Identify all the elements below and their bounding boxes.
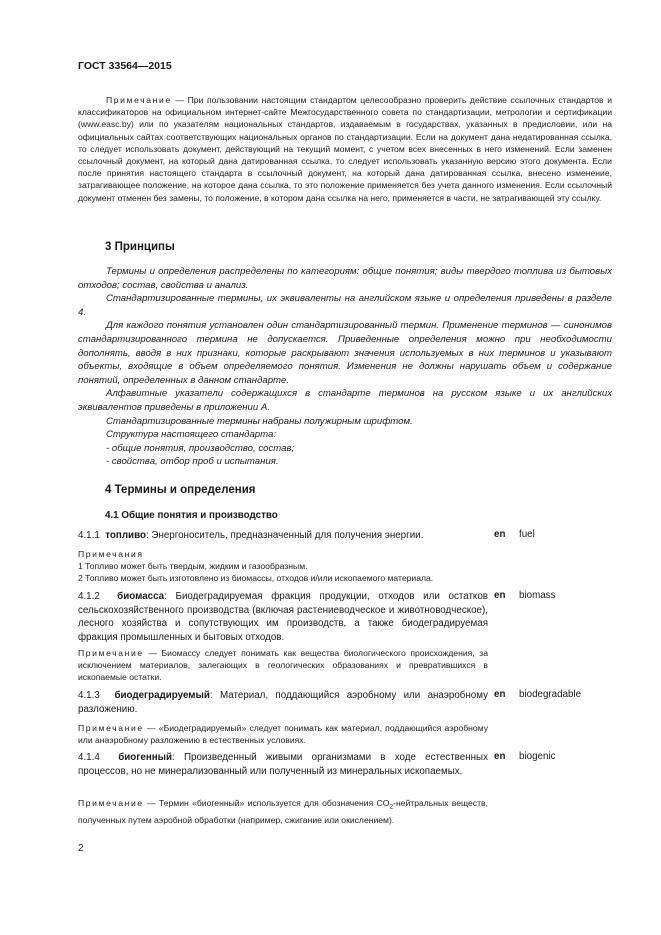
term-definition: : Энергоноситель, предназначенный для получения энергии. [145, 530, 424, 541]
section-3-body [78, 265, 612, 469]
term-4-1-2: 4.1.2 биомасса: Биодеградируемая фракция продукции, отходов или остатков сельскохозяйственного производства (включая растениеводческое и животноводческое), лесного хозяйства и сопутствующих им производств, а также биодеградируемая фракция промышленных и бытовых отходов. [78, 591, 488, 643]
paragraph: Стандартизированные термины набраны полужирным шрифтом. [106, 415, 413, 427]
paragraph: Стандартизированные термины, их эквиваленты на английском языке и определения приведены в разделе 4. [78, 293, 612, 318]
page-header: ГОСТ 33564—2015 [78, 60, 172, 72]
section-4-title: 4 Термины и определения [105, 484, 256, 496]
term-name: биодеградируемый [114, 690, 210, 701]
term-note [78, 647, 488, 683]
lang-code: en [494, 689, 506, 700]
note-label: Примечание [78, 648, 144, 658]
term-4-1-3: 4.1.3 биодеградируемый: Материал, поддающийся аэробному или анаэробному разложению. [78, 690, 488, 715]
paragraph: - общие понятия, производство, состав; [106, 442, 295, 454]
lang-code: en [494, 751, 506, 762]
term-definition: : Биодеградируемая фракция продукции, отходов или остатков сельскохозяйственного производства (включая растениеводческое и животноводческое), лесного хозяйства и сопутствующих им производств, а также биодеградируемая фракция промышленных и бытовых отходов. [78, 591, 488, 643]
term-notes [78, 548, 488, 584]
english-equivalent: biogenic [519, 751, 556, 762]
note-text: -нейтральных веществ, полученных путем аэробной обработки (например, сжигание или окислением). [78, 798, 488, 825]
paragraph: - свойства, отбор проб и испытания. [106, 456, 279, 468]
note-label: Примечание [78, 798, 144, 808]
term-note [78, 797, 488, 826]
term-note [78, 722, 488, 746]
subsection-title: 4.1 Общие понятия и производство [105, 510, 278, 521]
subscript: 2 [389, 803, 394, 811]
paragraph: Алфавитные указатели содержащихся в стандарте терминов на русском языке и их английских эквивалентов приведены в приложении А. [78, 388, 612, 413]
english-equivalent: biomass [519, 590, 556, 601]
note-item: 2 Топливо может быть изготовлено из биомассы, отходов и/или ископаемого материала. [78, 573, 434, 583]
page-number: 2 [78, 843, 84, 854]
lang-code: en [494, 590, 506, 601]
note-label: Примечание [106, 95, 172, 105]
note-label: Примечание [78, 723, 144, 733]
paragraph: Структура настоящего стандарта: [106, 429, 277, 441]
term-4-1-1: 4.1.1 топливо: Энергоноситель, предназначенный для получения энергии. [78, 530, 424, 541]
term-name: биомасса [117, 591, 165, 602]
term-definition: : Материал, поддающийся аэробному или анаэробному разложению. [78, 690, 488, 715]
term-name: биогенный [118, 752, 173, 763]
paragraph: Термины и определения распределены по категориям: общие понятия; виды твердого топлива из бытовых отходов; состав, свойства и анализ. [78, 266, 612, 291]
note-text: — При пользовании настоящим стандартом целесообразно проверить действие ссылочных стандартов и классификаторов на официальном интернет-сайте Межгосударственного совета по стандартизации, метрологии и сертификации (www.easc.by) или по указателям национальных стандартов, издаваемым в государствах, указанных в предисловии, или на официальных сайтах соответствующих национальных органов по стандартизации. Если на документ дана недатированная ссылка, то следует использовать документ, действующий на текущий момент, с учетом всех внесенных в него изменений. Если заменен ссылочный документ, на который дана датированная ссылка, то следует использовать указанную версию этого документа. Если после принятия настоящего стандарта в ссылочный документ, на который дана датированная ссылка, внесено изменение, затрагивающее положение, на которое дана ссылка, то это положение применяется без учета данного изменения. Если ссылочный документ отменен без замены, то положение, в котором дана ссылка на него, применяется в части, не затрагивающей эту ссылку. [78, 95, 612, 203]
note-text: — Биомассу следует понимать как вещества биологического происхождения, за исключением материалов, залегающих в геологических образованиях и превратившихся в ископаемые остатки. [78, 648, 488, 682]
term-name: топливо [105, 530, 146, 541]
term-4-1-4: 4.1.4 биогенный: Произведенный живыми организмами в ходе естественных процессов, но не минерализованный или полученный из минеральных ископаемых. [78, 752, 488, 777]
english-equivalent: biodegradable [519, 689, 582, 700]
english-equivalent: fuel [519, 529, 535, 540]
lang-code: en [494, 529, 506, 540]
note-label: Примечания [78, 549, 144, 559]
paragraph: Для каждого понятия установлен один стандартизированный термин. Применение терминов — синонимов стандартизированного термина не допускается. Приведенные определения можно при необходимости дополнять, вводя в них признаки, которые раскрывают значения используемых в них терминов и указывают объекты, входящие в объем определяемого понятия. Изменения не должны нарушать объем и содержание понятий, определенных в данном стандарте. [78, 320, 612, 386]
note-text: — «Биодеградируемый» следует понимать как материал, поддающийся аэробному или анаэробному разложению в естественных условиях. [78, 723, 488, 745]
section-3-title: 3 Принципы [105, 241, 175, 253]
note-text: — Термин «биогенный» используется для обозначения CO [143, 798, 390, 808]
intro-note [78, 94, 612, 204]
note-item: 1 Топливо может быть твердым, жидким и газообразным. [78, 561, 308, 571]
term-definition: : Произведенный живыми организмами в ходе естественных процессов, но не минерализованный или полученный из минеральных ископаемых. [78, 752, 488, 777]
